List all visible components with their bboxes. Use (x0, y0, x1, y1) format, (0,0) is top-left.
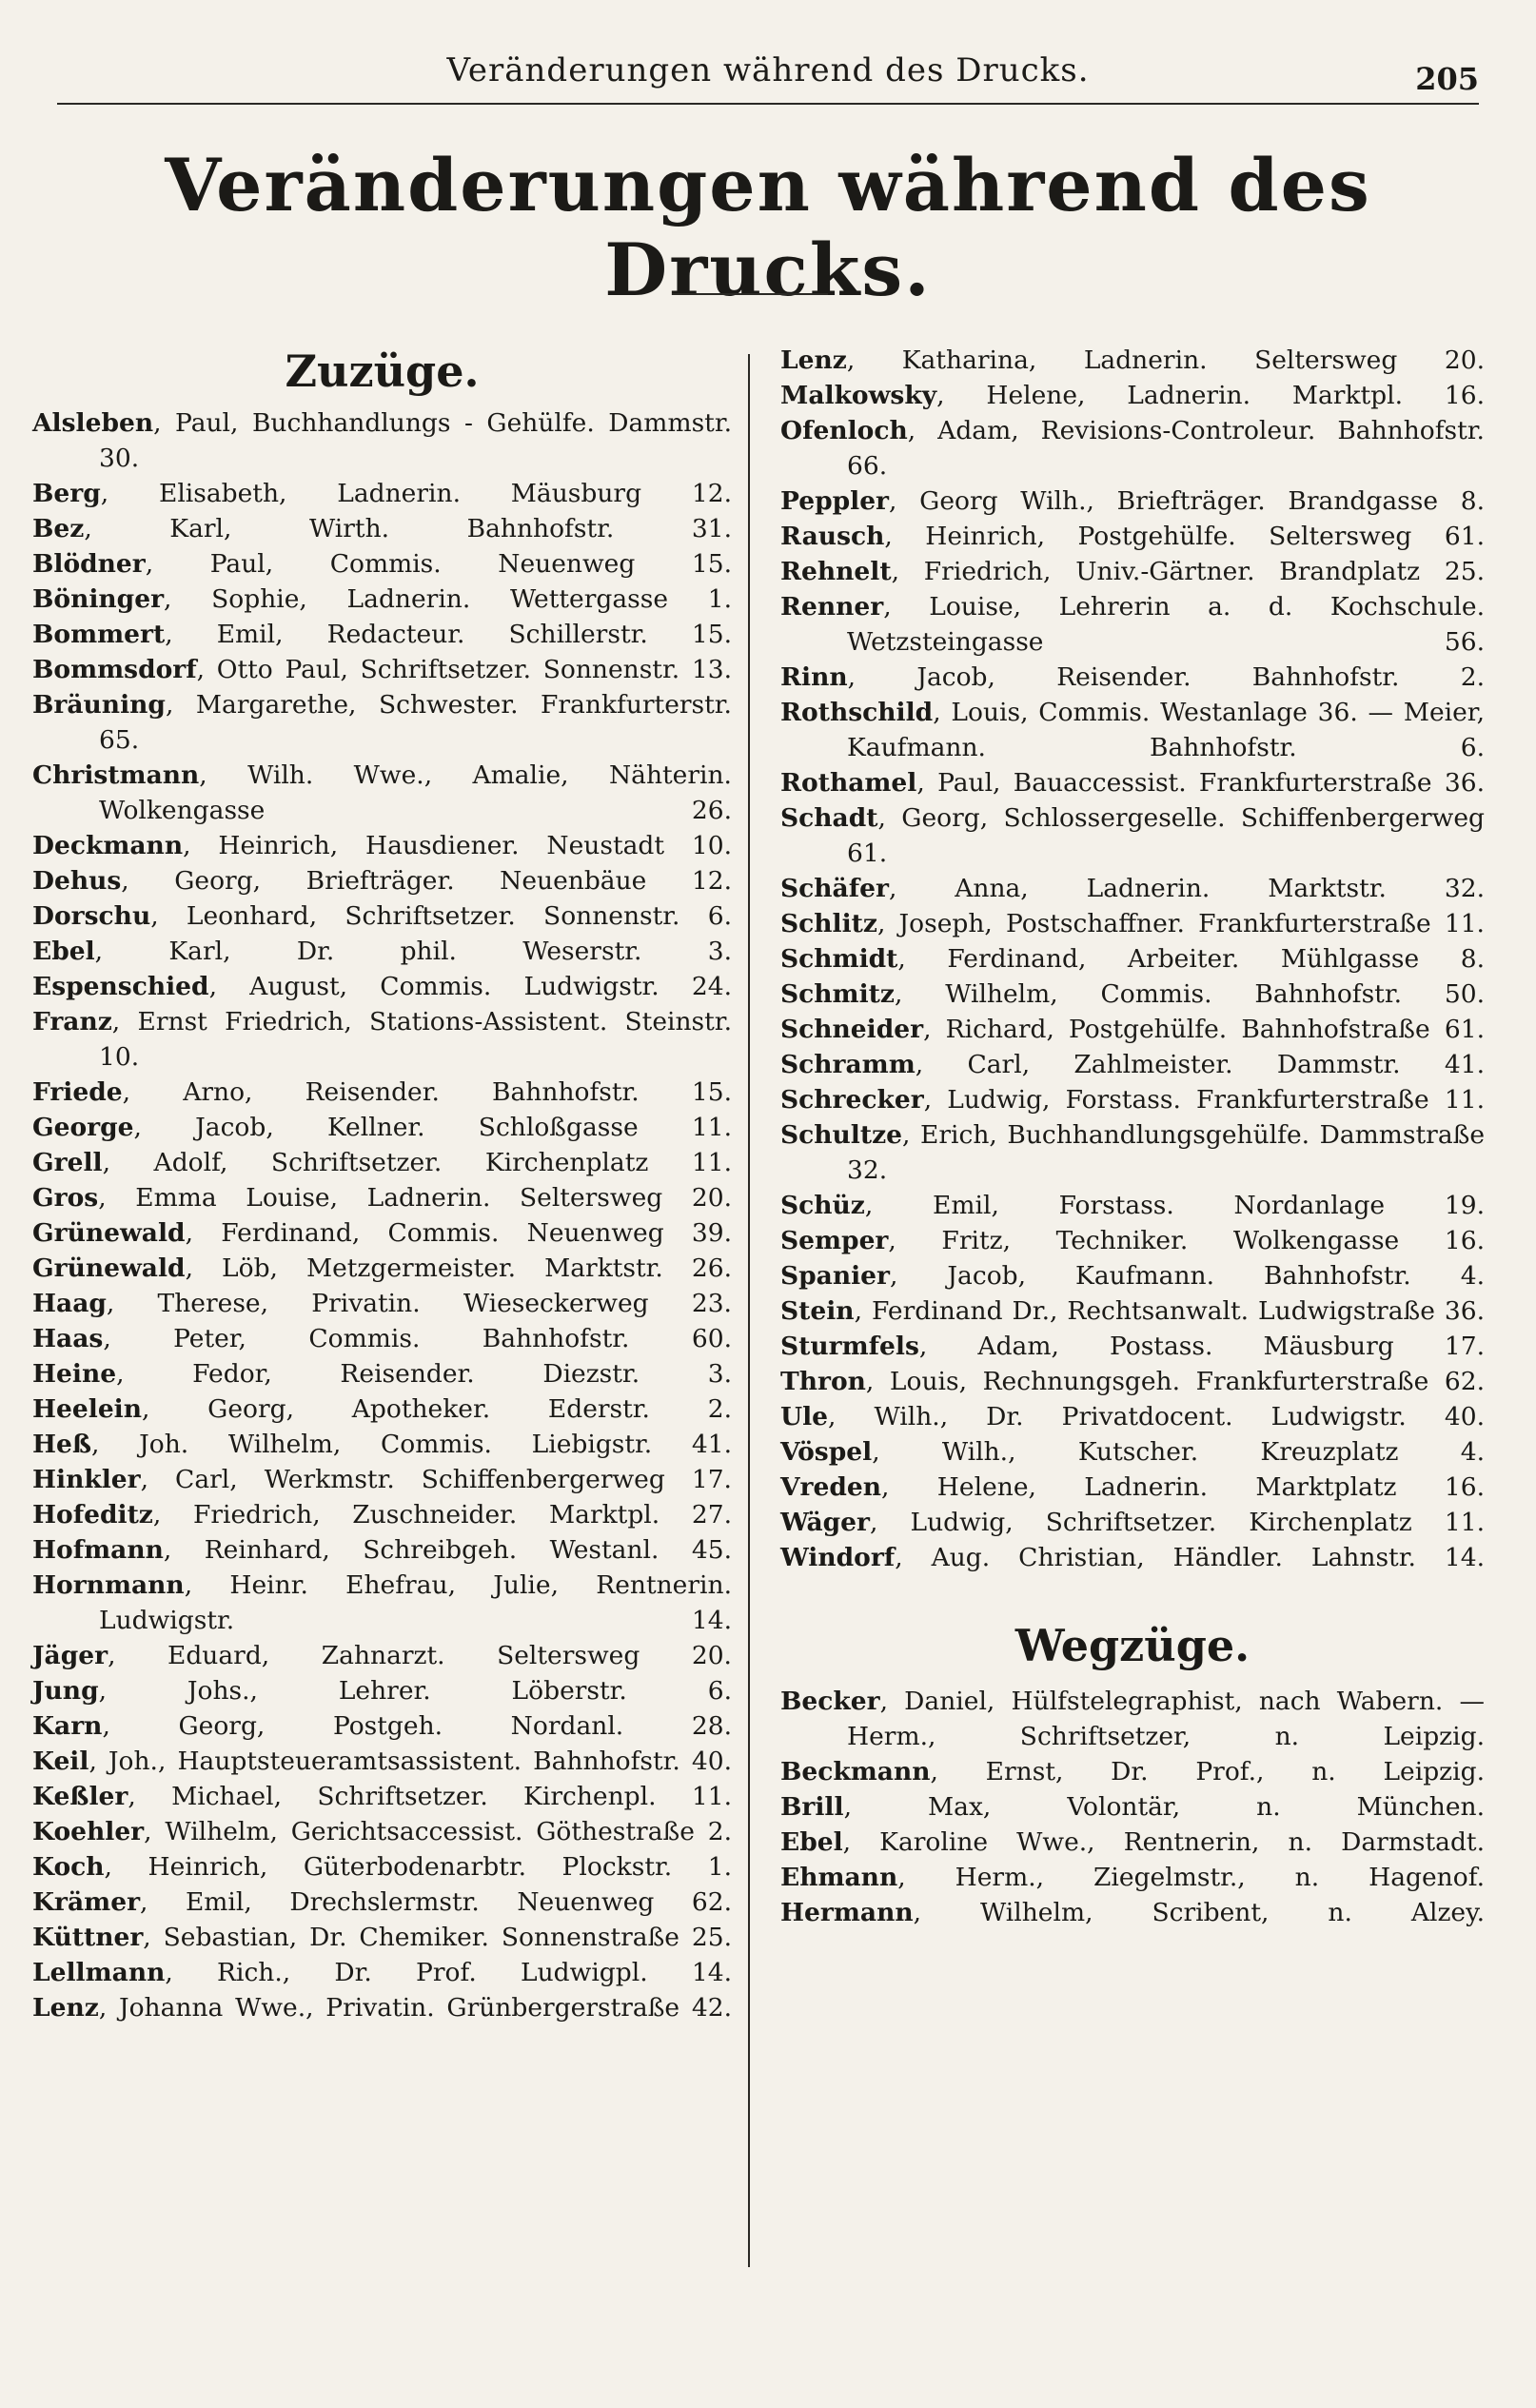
directory-entry (32, 1638, 732, 1673)
entry-name: Rehnelt (780, 557, 892, 586)
directory-entry (780, 695, 1485, 765)
directory-entry (780, 1117, 1485, 1188)
entry-name: Krämer (32, 1887, 141, 1917)
entry-details: , Ludwig, Forstass. Frankfurterstraße 11. (923, 1085, 1485, 1115)
entry-name: Rothamel (780, 768, 917, 798)
entry-details: , Ernst, Dr. Prof., n. Leipzig. (930, 1757, 1485, 1786)
entry-name: Schadt (780, 803, 878, 833)
directory-entry (32, 1356, 732, 1392)
entry-details: , Wilh. Wwe., Amalie, Nähterin. Wolkengasse 26. (99, 760, 732, 825)
entry-name: Ofenloch (780, 416, 908, 445)
directory-entry (32, 758, 732, 828)
entry-details: , Ferdinand, Commis. Neuenweg 39. (185, 1218, 732, 1248)
entry-details: , Emil, Redacteur. Schillerstr. 15. (165, 620, 732, 649)
directory-entry (32, 476, 732, 511)
entry-name: Grünewald (32, 1218, 186, 1248)
entry-details: , Richard, Postgehülfe. Bahnhofstraße 61. (923, 1015, 1485, 1044)
entry-name: Böninger (32, 584, 165, 614)
entry-name: Stein (780, 1296, 855, 1326)
directory-entry (780, 484, 1485, 519)
entry-details: , Wilhelm, Commis. Bahnhofstr. 50. (894, 979, 1485, 1009)
entry-details: , Wilhelm, Scribent, n. Alzey. (913, 1898, 1485, 1927)
directory-entry (780, 343, 1485, 378)
entry-details: , Emil, Forstass. Nordanlage 19. (864, 1191, 1485, 1220)
entry-name: Wäger (780, 1508, 870, 1537)
entry-details: , Wilh., Kutscher. Kreuzplatz 4. (872, 1437, 1485, 1467)
left-column (32, 343, 732, 2025)
entry-name: Hornmann (32, 1570, 185, 1600)
directory-entry (780, 1505, 1485, 1540)
entry-details: , Löb, Metzgermeister. Marktstr. 26. (185, 1253, 732, 1283)
directory-entry (32, 582, 732, 617)
entry-details: , Friedrich, Zuschneider. Marktpl. 27. (152, 1500, 732, 1530)
entry-name: Ehmann (780, 1863, 898, 1892)
directory-entry (780, 1684, 1485, 1754)
entry-name: Windorf (780, 1543, 896, 1572)
entry-name: Bez (32, 514, 85, 543)
entry-name: Bräuning (32, 690, 166, 720)
entry-name: Vöspel (780, 1437, 873, 1467)
entry-name: Dorschu (32, 901, 151, 931)
entry-details: , Max, Volontär, n. München. (843, 1792, 1485, 1822)
entry-details: , Karl, Dr. phil. Weserstr. 3. (94, 937, 732, 966)
directory-entry (780, 1789, 1485, 1825)
entry-name: Deckmann (32, 831, 184, 860)
directory-entry (780, 977, 1485, 1012)
entry-details: , Georg, Apotheker. Ederstr. 2. (142, 1394, 732, 1424)
entry-name: Keßler (32, 1782, 128, 1811)
directory-entry (780, 378, 1485, 413)
entry-details: , Joseph, Postschaffner. Frankfurterstraße 11. (876, 909, 1485, 938)
entry-details: , Jacob, Kellner. Schloßgasse 11. (133, 1113, 732, 1142)
entry-details: , Rich., Dr. Prof. Ludwigpl. 14. (165, 1958, 732, 1987)
directory-entry (780, 871, 1485, 906)
directory-entry (32, 1955, 732, 1990)
entry-details: , Georg, Postgeh. Nordanl. 28. (102, 1711, 732, 1741)
entry-details: , Katharina, Ladnerin. Seltersweg 20. (846, 345, 1485, 375)
entry-name: Berg (32, 479, 101, 508)
entry-name: Haag (32, 1289, 107, 1318)
entry-name: Bommert (32, 620, 166, 649)
entry-name: Rausch (780, 522, 885, 551)
directory-entry (32, 828, 732, 863)
directory-entry (32, 1849, 732, 1885)
entry-details: , Carl, Werkmstr. Schiffenbergerweg 17. (140, 1465, 732, 1494)
entry-name: Schneider (780, 1015, 924, 1044)
entry-details: , Adam, Revisions-Controleur. Bahnhofstr. 66. (847, 416, 1485, 481)
entry-name: Küttner (32, 1923, 144, 1952)
entry-name: Thron (780, 1367, 866, 1396)
entry-details: , Heinrich, Güterbodenarbtr. Plockstr. 1. (104, 1852, 732, 1882)
entry-name: Lellmann (32, 1958, 166, 1987)
entry-name: Renner (780, 592, 884, 622)
directory-entry (780, 554, 1485, 589)
entry-details: , Fritz, Techniker. Wolkengasse 16. (888, 1226, 1485, 1255)
entry-name: Schrecker (780, 1085, 924, 1115)
directory-entry (780, 589, 1485, 660)
entry-details: , Leonhard, Schriftsetzer. Sonnenstr. 6. (150, 901, 732, 931)
entry-details: , Sophie, Ladnerin. Wettergasse 1. (164, 584, 732, 614)
directory-entry (780, 906, 1485, 941)
directory-entry (780, 1860, 1485, 1895)
entry-name: Jung (32, 1676, 99, 1706)
entry-details: , Friedrich, Univ.-Gärtner. Brandplatz 25. (891, 557, 1485, 586)
directory-entry (32, 1497, 732, 1532)
directory-entry (32, 934, 732, 969)
entry-name: Heelein (32, 1394, 143, 1424)
entry-details: , Carl, Zahlmeister. Dammstr. 41. (915, 1050, 1485, 1079)
entry-name: Koch (32, 1852, 105, 1882)
directory-entry (32, 1110, 732, 1145)
directory-entry (780, 765, 1485, 800)
entry-name: Vreden (780, 1472, 882, 1502)
directory-entry (780, 1329, 1485, 1364)
directory-entry (32, 511, 732, 546)
entry-name: Grünewald (32, 1253, 186, 1283)
directory-entry (32, 1814, 732, 1849)
entry-name: Hofeditz (32, 1500, 153, 1530)
entry-name: Lenz (780, 345, 847, 375)
entry-details: , Emma Louise, Ladnerin. Seltersweg 20. (98, 1183, 732, 1213)
entry-name: Schramm (780, 1050, 916, 1079)
entry-name: Beckmann (780, 1757, 931, 1786)
directory-entry (780, 1188, 1485, 1223)
wegzuege-list (780, 1684, 1485, 1930)
directory-entry (32, 617, 732, 652)
entry-details: , Margarethe, Schwester. Frankfurterstr. 65. (99, 690, 732, 755)
directory-entry (32, 1744, 732, 1779)
entry-name: Rothschild (780, 698, 934, 727)
entry-details: , August, Commis. Ludwigstr. 24. (208, 972, 732, 1001)
entry-name: Schmidt (780, 944, 898, 974)
entry-name: Schultze (780, 1120, 903, 1150)
directory-entry (32, 1075, 732, 1110)
directory-entry (780, 941, 1485, 977)
entry-details: , Helene, Ladnerin. Marktplatz 16. (881, 1472, 1485, 1502)
directory-entry (780, 1754, 1485, 1789)
directory-entry (32, 1215, 732, 1251)
directory-entry (780, 1540, 1485, 1575)
entry-details: , Daniel, Hülfstelegraphist, nach Wabern. — Herm., Schriftsetzer, n. Leipzig. (847, 1687, 1485, 1751)
entry-name: Becker (780, 1687, 880, 1716)
entry-name: Blödner (32, 549, 146, 579)
entry-details: , Emil, Drechslermstr. Neuenweg 62. (140, 1887, 732, 1917)
entry-name: Spanier (780, 1261, 890, 1291)
entry-name: Espenschied (32, 972, 209, 1001)
directory-entry (32, 652, 732, 687)
entry-details: , Heinrich, Hausdiener. Neustadt 10. (183, 831, 732, 860)
entry-name: Semper (780, 1226, 889, 1255)
entry-details: , Reinhard, Schreibgeh. Westanl. 45. (163, 1535, 732, 1565)
entry-name: Grell (32, 1148, 103, 1177)
entry-details: , Ernst Friedrich, Stations-Assistent. Steinstr. 10. (99, 1007, 732, 1072)
entry-details: , Helene, Ladnerin. Marktpl. 16. (936, 381, 1485, 410)
directory-entry (32, 1708, 732, 1744)
entry-name: George (32, 1113, 134, 1142)
directory-entry (32, 1779, 732, 1814)
entry-name: Schüz (780, 1191, 865, 1220)
running-header (57, 46, 1479, 105)
entry-name: Hinkler (32, 1465, 141, 1494)
entry-details: , Elisabeth, Ladnerin. Mäusburg 12. (100, 479, 732, 508)
entry-details: , Ferdinand Dr., Rechtsanwalt. Ludwigstraße 36. (854, 1296, 1485, 1326)
title-rule (672, 293, 828, 295)
entry-name: Ebel (780, 1827, 843, 1857)
entry-details: , Heinrich, Postgehülfe. Seltersweg 61. (884, 522, 1485, 551)
entry-name: Schäfer (780, 874, 889, 903)
entry-details: , Otto Paul, Schriftsetzer. Sonnenstr. 13. (196, 655, 732, 684)
entry-details: , Johs., Lehrer. Löberstr. 6. (98, 1676, 732, 1706)
entry-details: , Michael, Schriftsetzer. Kirchenpl. 11. (128, 1782, 732, 1811)
directory-entry (780, 660, 1485, 695)
entry-name: Keil (32, 1747, 89, 1776)
zuzuege-list-left (32, 405, 732, 2025)
page-number: 205 (1415, 61, 1479, 97)
entry-details: , Georg, Schlossergeselle. Schiffenbergerweg 61. (847, 803, 1485, 868)
entry-name: Alsleben (32, 408, 154, 438)
entry-name: Heine (32, 1359, 117, 1389)
directory-entry (32, 1885, 732, 1920)
entry-details: , Sebastian, Dr. Chemiker. Sonnenstraße 25. (143, 1923, 732, 1952)
entry-details: , Fedor, Reisender. Diezstr. 3. (116, 1359, 732, 1389)
directory-entry (780, 1399, 1485, 1434)
directory-entry (32, 1462, 732, 1497)
entry-details: , Eduard, Zahnarzt. Seltersweg 20. (108, 1641, 732, 1670)
entry-details: , Ludwig, Schriftsetzer. Kirchenplatz 11. (869, 1508, 1485, 1537)
directory-entry (780, 1012, 1485, 1047)
entry-details: , Adolf, Schriftsetzer. Kirchenplatz 11. (102, 1148, 732, 1177)
entry-name: Schlitz (780, 909, 877, 938)
entry-name: Schmitz (780, 979, 895, 1009)
directory-entry (32, 1427, 732, 1462)
entry-name: Hofmann (32, 1535, 164, 1565)
entry-details: , Jacob, Reisender. Bahnhofstr. 2. (847, 662, 1485, 692)
entry-name: Gros (32, 1183, 99, 1213)
directory-entry (780, 1434, 1485, 1470)
entry-details: , Joh. Wilhelm, Commis. Liebigstr. 41. (91, 1430, 732, 1459)
zuzuege-list-right (780, 343, 1485, 1575)
entry-details: , Erich, Buchhandlungsgehülfe. Dammstraße 32. (847, 1120, 1485, 1185)
entry-details: , Karl, Wirth. Bahnhofstr. 31. (84, 514, 732, 543)
entry-details: , Adam, Postass. Mäusburg 17. (918, 1332, 1485, 1361)
directory-entry (32, 1004, 732, 1075)
directory-entry (780, 1047, 1485, 1082)
directory-entry (32, 1568, 732, 1638)
directory-entry (780, 800, 1485, 871)
entry-details: , Georg, Briefträger. Neuenbäue 12. (121, 866, 732, 896)
entry-details: , Louis, Rechnungsgeh. Frankfurterstraße 62. (865, 1367, 1485, 1396)
entry-name: Peppler (780, 486, 890, 516)
directory-entry (32, 1532, 732, 1568)
directory-entry (780, 1258, 1485, 1293)
directory-entry (780, 1293, 1485, 1329)
right-column (780, 343, 1485, 1930)
entry-name: Sturmfels (780, 1332, 919, 1361)
directory-entry (780, 1825, 1485, 1860)
entry-details: , Peter, Commis. Bahnhofstr. 60. (103, 1324, 732, 1353)
entry-name: Ule (780, 1402, 829, 1431)
directory-entry (780, 519, 1485, 554)
section-heading-wegzuege: Wegzüge. (1014, 1620, 1250, 1671)
entry-name: Malkowsky (780, 381, 937, 410)
directory-entry (32, 1145, 732, 1180)
entry-name: Hermann (780, 1898, 914, 1927)
directory-entry (780, 413, 1485, 484)
entry-details: , Arno, Reisender. Bahnhofstr. 15. (122, 1077, 732, 1107)
directory-entry (32, 863, 732, 898)
directory-entry (32, 1920, 732, 1955)
entry-name: Brill (780, 1792, 844, 1822)
entry-name: Heß (32, 1430, 92, 1459)
entry-name: Dehus (32, 866, 122, 896)
entry-details: , Georg Wilh., Briefträger. Brandgasse 8. (889, 486, 1485, 516)
directory-entry (32, 1286, 732, 1321)
directory-entry (780, 1895, 1485, 1930)
entry-details: , Johanna Wwe., Privatin. Grünbergerstraße 42. (98, 1993, 732, 2023)
entry-details: , Paul, Buchhandlungs - Gehülfe. Dammstr. 30. (99, 408, 732, 473)
entry-details: , Ferdinand, Arbeiter. Mühlgasse 8. (897, 944, 1485, 974)
directory-entry (32, 1251, 732, 1286)
directory-entry (780, 1364, 1485, 1399)
entry-details: , Herm., Ziegelmstr., n. Hagenof. (897, 1863, 1485, 1892)
running-title: Veränderungen während des Drucks. (446, 51, 1090, 89)
directory-entry (780, 1223, 1485, 1258)
entry-details: , Heinr. Ehefrau, Julie, Rentnerin. Ludwigstr. 14. (99, 1570, 732, 1635)
directory-entry (780, 1470, 1485, 1505)
section-heading-zuzuege: Zuzüge. (285, 345, 480, 397)
directory-entry (32, 969, 732, 1004)
directory-entry (32, 405, 732, 476)
entry-details: , Louis, Commis. Westanlage 36. — Meier, Kaufmann. Bahnhofstr. 6. (847, 698, 1485, 762)
entry-details: , Paul, Bauaccessist. Frankfurterstraße 36. (916, 768, 1485, 798)
entry-name: Karn (32, 1711, 103, 1741)
entry-details: , Paul, Commis. Neuenweg 15. (145, 549, 732, 579)
entry-name: Rinn (780, 662, 848, 692)
entry-details: , Aug. Christian, Händler. Lahnstr. 14. (895, 1543, 1485, 1572)
directory-entry (780, 1082, 1485, 1117)
entry-name: Franz (32, 1007, 112, 1036)
entry-details: , Therese, Privatin. Wieseckerweg 23. (106, 1289, 732, 1318)
directory-entry (32, 1321, 732, 1356)
entry-name: Friede (32, 1077, 123, 1107)
entry-name: Ebel (32, 937, 95, 966)
entry-details: , Louise, Lehrerin a. d. Kochschule. Wetzsteingasse 56. (847, 592, 1485, 657)
directory-entry (32, 546, 732, 582)
entry-details: , Anna, Ladnerin. Marktstr. 32. (888, 874, 1485, 903)
entry-name: Jäger (32, 1641, 108, 1670)
entry-details: , Wilhelm, Gerichtsaccessist. Göthestraße 2. (144, 1817, 732, 1846)
entry-name: Lenz (32, 1993, 99, 2023)
page-title: Veränderungen während des Drucks. (165, 143, 1371, 312)
entry-name: Koehler (32, 1817, 145, 1846)
entry-details: , Wilh., Dr. Privatdocent. Ludwigstr. 40. (828, 1402, 1485, 1431)
entry-details: , Karoline Wwe., Rentnerin, n. Darmstadt. (842, 1827, 1485, 1857)
directory-entry (32, 1990, 732, 2025)
entry-name: Bommsdorf (32, 655, 197, 684)
directory-entry (32, 1673, 732, 1708)
entry-details: , Joh., Hauptsteueramtsassistent. Bahnhofstr. 40. (89, 1747, 732, 1776)
entry-name: Christmann (32, 760, 200, 790)
entry-name: Haas (32, 1324, 104, 1353)
entry-details: , Jacob, Kaufmann. Bahnhofstr. 4. (890, 1261, 1485, 1291)
directory-entry (32, 1392, 732, 1427)
column-divider (748, 354, 750, 2267)
directory-entry (32, 687, 732, 758)
directory-entry (32, 1180, 732, 1215)
directory-entry (32, 898, 732, 934)
